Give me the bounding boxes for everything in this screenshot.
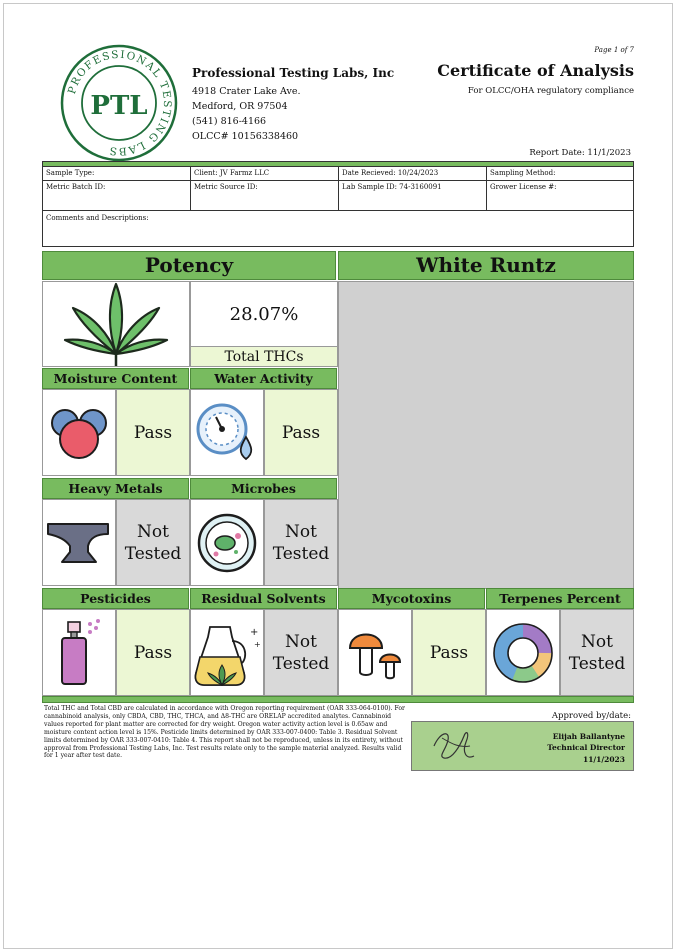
- moisture-molecule-icon: [49, 403, 109, 463]
- pesticides-icon-cell: [42, 609, 116, 696]
- mycotoxins-result: Pass: [412, 609, 486, 696]
- disclaimer-text: Total THC and Total CBD are calculated in accordance with Oregon reporting requirement (OAR 333-064-0100). For cannabinoid analysis, only CBDA, CBD, THC, THCA, and Δ8-THC are ORELAP accredited analytes. Cannabinoid values reported for plant matter are corrected for dry weight. Oregon water activity action level is 0.65aw and moisture content action level is 15%. Pesticide limits determined by OAR 333-007-0400: Table 3. Residual Solvent limits determined by OAR 333-007-0410: Table 4. This report shall not be reproduced, unless in its entirety, without approval from Professional Testing Labs, Inc. Test results relate only to the sample material analyzed. Results valid for 1 year after test date.: [44, 705, 405, 760]
- lab-olcc-number: OLCC# 10156338460: [192, 131, 299, 142]
- microbes-result-line1: Not: [285, 521, 317, 542]
- svg-text:+: +: [250, 626, 259, 638]
- lab-address-line2: Medford, OR 97504: [192, 101, 288, 112]
- date-received: Date Recieved: 10/24/2023: [339, 167, 487, 180]
- moisture-result: Pass: [116, 389, 190, 476]
- petri-dish-icon: [196, 512, 258, 574]
- donut-chart-icon: [492, 622, 554, 684]
- microbes-icon-cell: [190, 499, 264, 586]
- heavy-metals-result-line2: Tested: [124, 543, 182, 564]
- terpenes-icon-cell: [486, 609, 560, 696]
- heavy-metals-icon-cell: [42, 499, 116, 586]
- mycotoxins-header: Mycotoxins: [338, 588, 485, 609]
- residual-solvents-result: [264, 609, 338, 696]
- microbes-header: Microbes: [190, 478, 337, 499]
- heavy-metals-result: [116, 499, 190, 586]
- residual-solvents-icon-cell: [190, 609, 264, 696]
- potency-value: 28.07%: [190, 281, 338, 347]
- lab-address-line1: 4918 Crater Lake Ave.: [192, 86, 301, 97]
- potency-label: Total THCs: [190, 346, 338, 367]
- residual-solvents-result-line1: Not: [285, 631, 317, 652]
- heavy-metals-result-line1: Not: [137, 521, 169, 542]
- certificate-title: Certificate of Analysis: [437, 61, 634, 80]
- potency-icon-cell: [42, 281, 190, 367]
- info-row-1: [43, 167, 633, 181]
- report-date: Report Date: 11/1/2023: [529, 148, 631, 158]
- moisture-icon-cell: [42, 389, 116, 476]
- logo-monogram: PTL: [90, 91, 148, 121]
- residual-solvents-result-line2: Tested: [272, 653, 330, 674]
- approver-name: Elijah Ballantyne: [552, 732, 625, 741]
- potency-header: Potency: [42, 251, 336, 280]
- signature-icon: [430, 726, 480, 766]
- results-grid: [42, 251, 634, 703]
- sampling-method: Sampling Method:: [490, 169, 556, 177]
- spray-bottle-icon: [54, 618, 104, 688]
- terpenes-result-line2: Tested: [568, 653, 626, 674]
- bottom-green-strip: [42, 696, 634, 703]
- pesticides-header: Pesticides: [42, 588, 189, 609]
- water-activity-icon-cell: [190, 389, 264, 476]
- sample-type: Sample Type:: [43, 167, 191, 180]
- mycotoxins-icon-cell: [338, 609, 412, 696]
- terpenes-result-line1: Not: [581, 631, 613, 652]
- microbes-result-line2: Tested: [272, 543, 330, 564]
- svg-text:+: +: [254, 639, 261, 649]
- sample-info-table: [42, 161, 634, 247]
- cannabis-leaf-icon: [61, 282, 171, 366]
- approver-title: Technical Director: [547, 743, 625, 752]
- metric-batch-id: Metric Batch ID:: [43, 181, 191, 210]
- page-number: Page 1 of 7: [594, 46, 634, 54]
- mushroom-icon: [344, 622, 406, 684]
- water-activity-result: Pass: [264, 389, 338, 476]
- strain-image-area: [338, 281, 634, 589]
- ptl-logo-icon: [60, 44, 178, 162]
- certificate-subtitle: For OLCC/OHA regulatory compliance: [467, 86, 634, 96]
- solvent-jar-icon: [192, 617, 262, 689]
- terpenes-result: [560, 609, 634, 696]
- heavy-metals-header: Heavy Metals: [42, 478, 189, 499]
- lab-phone: (541) 816-4166: [192, 116, 267, 127]
- approval-box: [411, 721, 634, 771]
- anvil-icon: [46, 520, 112, 566]
- lab-name: Professional Testing Labs, Inc: [192, 66, 395, 80]
- info-row-2: [43, 181, 633, 211]
- metric-source-id: Metric Source ID:: [191, 181, 339, 210]
- water-gauge-icon: [194, 401, 260, 465]
- moisture-header: Moisture Content: [42, 368, 189, 389]
- terpenes-header: Terpenes Percent: [486, 588, 634, 609]
- approved-by-label: Approved by/date:: [551, 711, 631, 721]
- client: Client: JV Farmz LLC: [191, 167, 339, 180]
- residual-solvents-header: Residual Solvents: [190, 588, 337, 609]
- microbes-result: [264, 499, 338, 586]
- grower-license: Grower License #:: [490, 183, 557, 191]
- comments-field: Comments and Descriptions:: [46, 214, 149, 222]
- logo-ring-text: PROFESSIONAL TESTING LABS: [65, 48, 174, 158]
- water-activity-header: Water Activity: [190, 368, 337, 389]
- lab-sample-id: Lab Sample ID: 74-3160091: [339, 181, 487, 210]
- approval-date: 11/1/2023: [582, 755, 625, 764]
- pesticides-result: Pass: [116, 609, 190, 696]
- strain-name: White Runtz: [338, 251, 634, 280]
